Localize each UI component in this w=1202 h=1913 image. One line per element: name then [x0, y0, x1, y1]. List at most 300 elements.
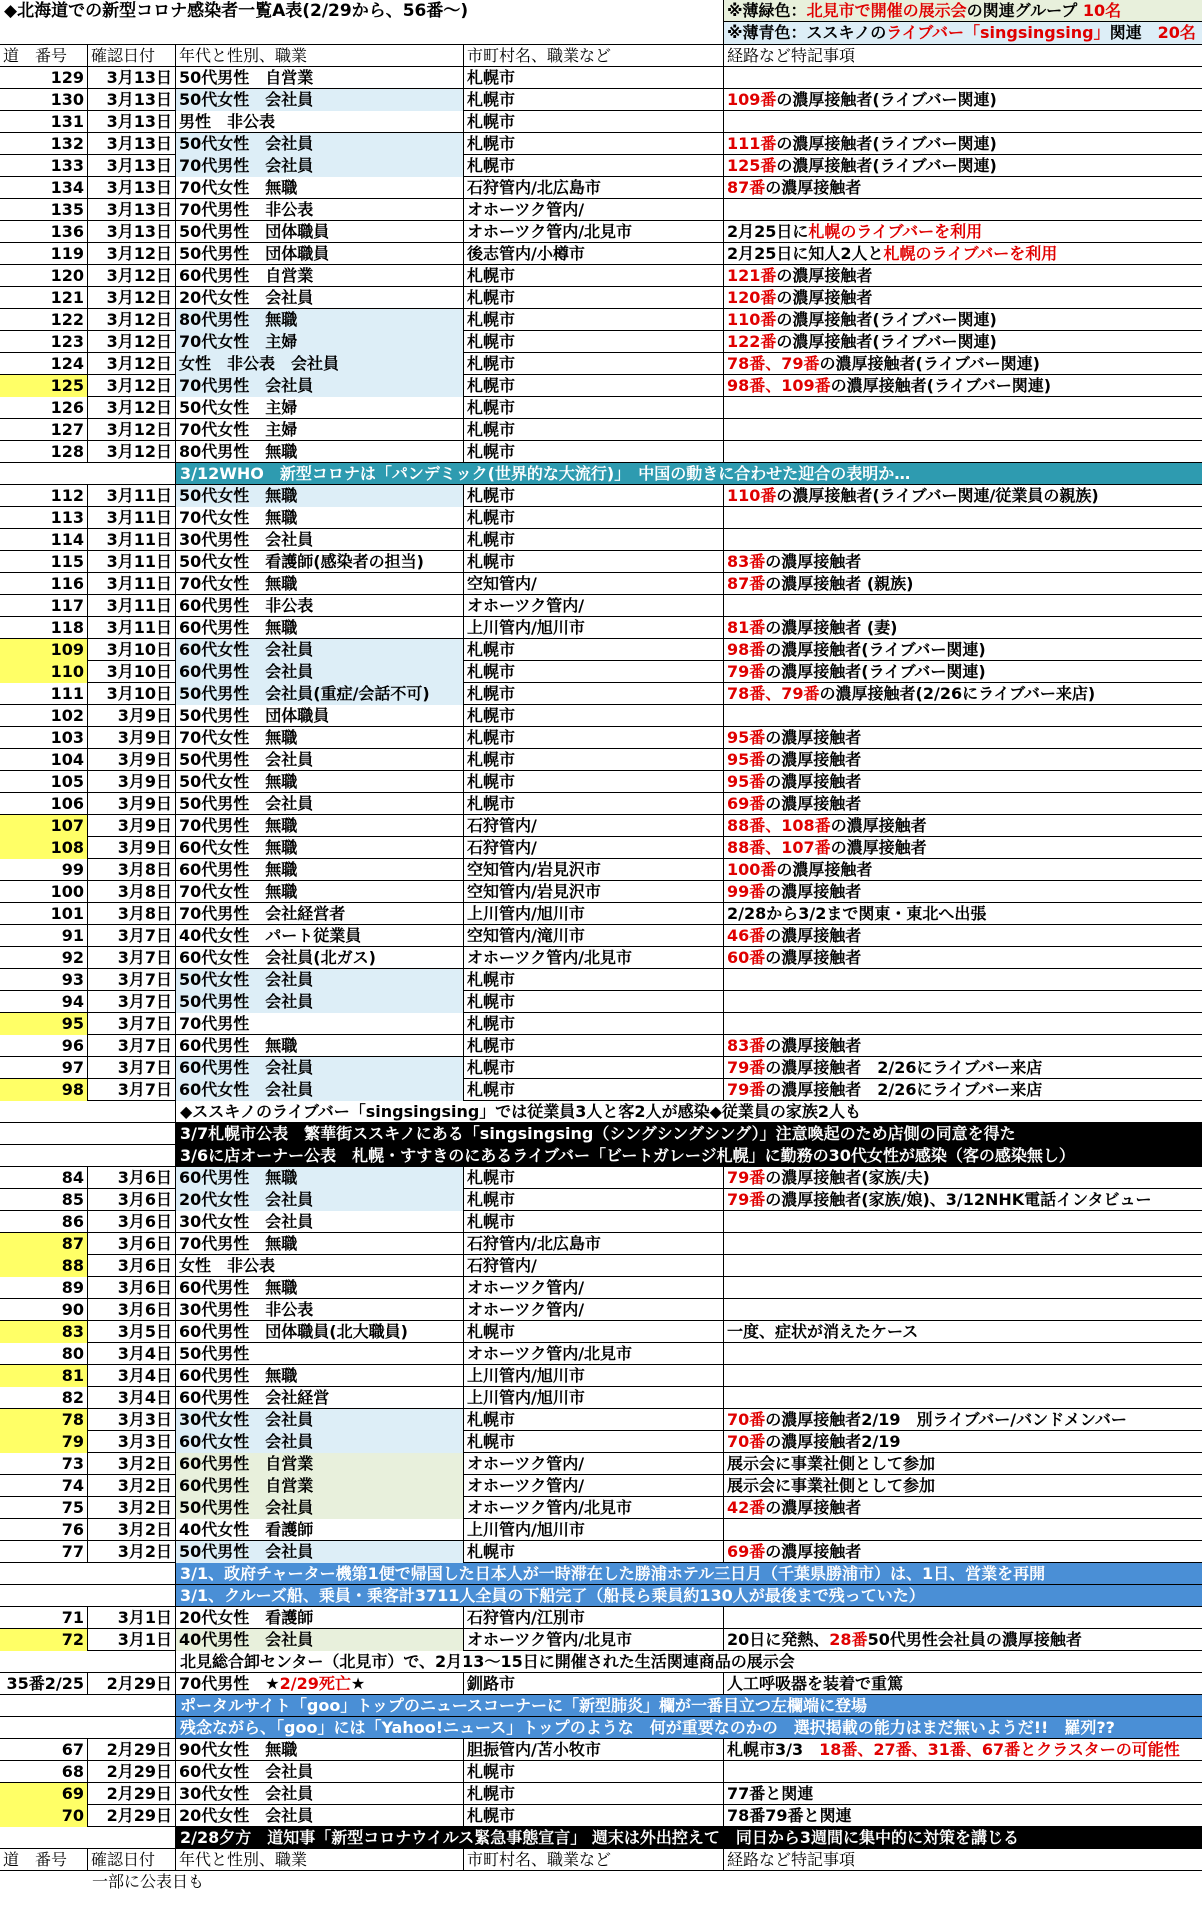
table-row: [0, 837, 1202, 859]
notes-cell: 42番の濃厚接触者: [727, 1498, 862, 1517]
table-row: [0, 67, 1202, 89]
case-number-cell: 81: [0, 1365, 88, 1387]
city-cell: オホーツク管内/北見市: [464, 221, 724, 243]
city-cell: 上川管内/旭川市: [464, 1387, 724, 1409]
confirm-date-cell: 3月3日: [88, 1409, 176, 1431]
city-cell: 札幌市: [464, 89, 724, 111]
banner-spacer: [0, 1695, 176, 1717]
table-row: [0, 1629, 1202, 1651]
table-row: [0, 1277, 1202, 1299]
table-row: [0, 1343, 1202, 1365]
case-number-cell: 77: [0, 1541, 88, 1563]
confirm-date-cell: 2月29日: [88, 1673, 176, 1695]
age-sex-job-cell: 70代女性 主婦: [176, 419, 464, 441]
banner-spacer: [0, 1585, 176, 1607]
notes-cell: 88番、108番の濃厚接触者: [727, 816, 927, 835]
city-cell: 札幌市: [464, 1409, 724, 1431]
age-sex-job-cell: 60代男性 会社経営: [176, 1387, 464, 1409]
confirm-date-cell: 3月6日: [88, 1299, 176, 1321]
table-row: [0, 331, 1202, 353]
confirm-date-cell: 3月2日: [88, 1475, 176, 1497]
age-sex-job-cell: 50代男性 団体職員: [176, 705, 464, 727]
age-sex-job-cell: 60代男性 無職: [176, 1167, 464, 1189]
notes-cell: 99番の濃厚接触者: [727, 882, 862, 901]
confirm-date-cell: 3月2日: [88, 1519, 176, 1541]
table-row: [0, 221, 1202, 243]
case-number-cell: 82: [0, 1387, 88, 1409]
notes-cell: 125番の濃厚接触者(ライブバー関連): [727, 156, 997, 175]
header-row: [0, 45, 1202, 67]
notes-cell: 88番、107番の濃厚接触者: [727, 838, 927, 857]
notes-cell: 110番の濃厚接触者(ライブバー関連): [727, 310, 997, 329]
confirm-date-cell: 3月6日: [88, 1277, 176, 1299]
notes-cell: 100番の濃厚接触者: [727, 860, 873, 879]
table-row: [0, 485, 1202, 507]
city-cell: 胆振管内/苫小牧市: [464, 1739, 724, 1761]
age-sex-job-cell: 70代男性 会社員: [176, 375, 464, 397]
notes-cell: 87番の濃厚接触者: [727, 178, 862, 197]
table-row: [0, 1497, 1202, 1519]
city-cell: 空知管内/岩見沢市: [464, 881, 724, 903]
table-row: [0, 1299, 1202, 1321]
age-sex-job-cell: 70代男性 会社員: [176, 155, 464, 177]
notes-cell: [724, 1211, 1202, 1233]
table-row: [0, 1673, 1202, 1695]
age-sex-job-cell: 70代男性 ★2/29死亡★: [176, 1673, 464, 1695]
table-row: [0, 529, 1202, 551]
table-row: [0, 1035, 1202, 1057]
confirm-date-cell: 3月6日: [88, 1167, 176, 1189]
city-cell: 空知管内/: [464, 573, 724, 595]
case-number-cell: 90: [0, 1299, 88, 1321]
banner-row: [0, 1695, 1202, 1717]
age-sex-job-cell: 60代男性 自営業: [176, 1453, 464, 1475]
age-sex-job-cell: 60代男性 会社員: [176, 661, 464, 683]
case-number-cell: 105: [0, 771, 88, 793]
age-sex-job-cell: 30代女性 会社員: [176, 1783, 464, 1805]
notes-cell: [724, 1761, 1202, 1783]
banner-spacer: [0, 1101, 176, 1123]
table-row: [0, 903, 1202, 925]
table-row: [0, 1079, 1202, 1101]
age-sex-job-cell: 70代女性 主婦: [176, 331, 464, 353]
legend-blue: ※薄青色：ススキノのライブバー「singsingsing」関連 20名: [724, 22, 1202, 44]
header-date: 確認日付: [88, 45, 176, 67]
table-row: [0, 661, 1202, 683]
age-sex-job-cell: 70代女性 無職: [176, 573, 464, 595]
confirm-date-cell: 2月29日: [88, 1761, 176, 1783]
notes-cell: 111番の濃厚接触者(ライブバー関連): [727, 134, 997, 153]
case-number-cell: 35番2/25: [0, 1673, 88, 1695]
table-row: [0, 243, 1202, 265]
city-cell: 上川管内/旭川市: [464, 1519, 724, 1541]
confirm-date-cell: 3月9日: [88, 815, 176, 837]
table-row: [0, 1013, 1202, 1035]
table-row: [0, 859, 1202, 881]
age-sex-job-cell: 30代女性 会社員: [176, 1409, 464, 1431]
table-row: [0, 793, 1202, 815]
city-cell: 札幌市: [464, 419, 724, 441]
banner-text: 3/1、クルーズ船、乗員・乗客計3711人全員の下船完了（船長ら乗員約130人が最後まで残っていた）: [176, 1585, 1202, 1606]
confirm-date-cell: 3月7日: [88, 925, 176, 947]
table-row: [0, 749, 1202, 771]
city-cell: 札幌市: [464, 1211, 724, 1233]
age-sex-job-cell: 60代男性 無職: [176, 1277, 464, 1299]
notes-cell: [724, 67, 1202, 89]
confirm-date-cell: 3月13日: [88, 67, 176, 89]
banner-spacer: [0, 1717, 176, 1739]
notes-cell: 109番の濃厚接触者(ライブバー関連): [727, 90, 997, 109]
confirm-date-cell: 3月12日: [88, 353, 176, 375]
header-note: 経路など特記事項: [727, 46, 856, 65]
notes-cell: 79番の濃厚接触者(家族/娘)、3/12NHK電話インタビュー: [727, 1190, 1152, 1209]
confirm-date-cell: 3月13日: [88, 221, 176, 243]
notes-cell: 2/28から3/2まで関東・東北へ出張: [727, 904, 987, 923]
city-cell: オホーツク管内/: [464, 1475, 724, 1497]
age-sex-job-cell: 60代男性 自営業: [176, 1475, 464, 1497]
header-note: 経路など特記事項: [727, 1850, 856, 1869]
table-row: [0, 1409, 1202, 1431]
table-row: [0, 947, 1202, 969]
header-city: 市町村名、職業など: [464, 45, 724, 67]
table-row: [0, 1783, 1202, 1805]
age-sex-job-cell: 40代男性 会社員: [176, 1629, 464, 1651]
confirm-date-cell: 3月9日: [88, 837, 176, 859]
table-row: [0, 507, 1202, 529]
case-number-cell: 79: [0, 1431, 88, 1453]
confirm-date-cell: 3月9日: [88, 793, 176, 815]
confirm-date-cell: 3月12日: [88, 375, 176, 397]
notes-cell: [724, 1607, 1202, 1629]
table-row: [0, 441, 1202, 463]
banner-text: ◆ススキノのライブバー「singsingsing」では従業員3人と客2人が感染◆従業員の家族2人も: [176, 1101, 1202, 1122]
banner-text: 3/1、政府チャーター機第1便で帰国した日本人が一時滞在した勝浦ホテル三日月（千葉県勝浦市）は、1日、営業を再開: [176, 1563, 1202, 1584]
banner-text: 3/12WHO 新型コロナは「パンデミック(世界的な大流行)」 中国の動きに合わせた迎合の表明か…: [176, 463, 1202, 484]
case-number-cell: 130: [0, 89, 88, 111]
city-cell: 札幌市: [464, 397, 724, 419]
city-cell: 空知管内/岩見沢市: [464, 859, 724, 881]
notes-cell: [724, 199, 1202, 221]
table-row: [0, 1541, 1202, 1563]
city-cell: 上川管内/旭川市: [464, 903, 724, 925]
city-cell: 札幌市: [464, 111, 724, 133]
age-sex-job-cell: 50代男性 団体職員: [176, 243, 464, 265]
table-row: [0, 1739, 1202, 1761]
case-number-cell: 106: [0, 793, 88, 815]
notes-cell: [724, 111, 1202, 133]
confirm-date-cell: 3月6日: [88, 1189, 176, 1211]
confirm-date-cell: 3月12日: [88, 265, 176, 287]
city-cell: 後志管内/小樽市: [464, 243, 724, 265]
confirm-date-cell: 3月5日: [88, 1321, 176, 1343]
age-sex-job-cell: 50代男性 会社員(重症/会話不可): [176, 683, 464, 705]
age-sex-job-cell: 50代女性 会社員: [176, 969, 464, 991]
table-row: [0, 991, 1202, 1013]
table-row: [0, 551, 1202, 573]
notes-cell: [724, 1365, 1202, 1387]
confirm-date-cell: 3月11日: [88, 529, 176, 551]
notes-cell: 79番の濃厚接触者 2/26にライブバー来店: [727, 1058, 1043, 1077]
footer-header-row: [0, 1849, 1202, 1871]
confirm-date-cell: 3月13日: [88, 155, 176, 177]
age-sex-job-cell: 50代女性 会社員: [176, 89, 464, 111]
city-cell: 石狩管内/北広島市: [464, 1233, 724, 1255]
notes-cell: 2月25日に札幌のライブバーを利用: [727, 222, 983, 241]
page-title: ◆北海道での新型コロナ感染者一覧A表(2/29から、56番～): [4, 1, 469, 21]
table-row: [0, 1519, 1202, 1541]
table-row: [0, 309, 1202, 331]
table-row: [0, 705, 1202, 727]
case-number-cell: 70: [0, 1805, 88, 1827]
city-cell: 札幌市: [464, 67, 724, 89]
table-row: [0, 199, 1202, 221]
age-sex-job-cell: 50代男性 会社員: [176, 749, 464, 771]
notes-cell: [724, 595, 1202, 617]
header-age: 年代と性別、職業: [176, 1849, 464, 1871]
city-cell: オホーツク管内/: [464, 595, 724, 617]
confirm-date-cell: 3月13日: [88, 133, 176, 155]
notes-cell: 95番の濃厚接触者: [727, 772, 862, 791]
city-cell: 札幌市: [464, 551, 724, 573]
age-sex-job-cell: 60代男性 無職: [176, 1035, 464, 1057]
notes-cell: 81番の濃厚接触者 (妻): [727, 618, 898, 637]
confirm-date-cell: 3月7日: [88, 1079, 176, 1101]
city-cell: オホーツク管内/北見市: [464, 1343, 724, 1365]
city-cell: 札幌市: [464, 969, 724, 991]
case-number-cell: 136: [0, 221, 88, 243]
confirm-date-cell: 3月10日: [88, 661, 176, 683]
city-cell: オホーツク管内/: [464, 1299, 724, 1321]
confirm-date-cell: 3月7日: [88, 991, 176, 1013]
case-number-cell: 87: [0, 1233, 88, 1255]
city-cell: 札幌市: [464, 529, 724, 551]
city-cell: 石狩管内/: [464, 815, 724, 837]
case-number-cell: 101: [0, 903, 88, 925]
city-cell: オホーツク管内/: [464, 199, 724, 221]
city-cell: 石狩管内/: [464, 837, 724, 859]
banner-row: [0, 1123, 1202, 1145]
confirm-date-cell: 3月3日: [88, 1431, 176, 1453]
case-number-cell: 74: [0, 1475, 88, 1497]
notes-cell: [724, 441, 1202, 463]
city-cell: 釧路市: [464, 1673, 724, 1695]
case-number-cell: 134: [0, 177, 88, 199]
notes-cell: [724, 1277, 1202, 1299]
banner-spacer: [0, 1563, 176, 1585]
notes-cell: 122番の濃厚接触者(ライブバー関連): [727, 332, 997, 351]
table-row: [0, 595, 1202, 617]
banner-text: 北見総合卸センター（北見市）で、2月13～15日に開催された生活関連商品の展示会: [176, 1651, 1202, 1672]
confirm-date-cell: 3月12日: [88, 419, 176, 441]
city-cell: 札幌市: [464, 309, 724, 331]
case-number-cell: 131: [0, 111, 88, 133]
city-cell: 札幌市: [464, 1761, 724, 1783]
table-body: [0, 67, 1202, 1849]
age-sex-job-cell: 60代女性 会社員: [176, 1761, 464, 1783]
age-sex-job-cell: 60代女性 会社員(北ガス): [176, 947, 464, 969]
age-sex-job-cell: 60代男性 無職: [176, 617, 464, 639]
age-sex-job-cell: 50代女性 会社員: [176, 133, 464, 155]
case-number-cell: 110: [0, 661, 88, 683]
table-row: [0, 771, 1202, 793]
confirm-date-cell: 3月6日: [88, 1233, 176, 1255]
confirm-date-cell: 3月6日: [88, 1211, 176, 1233]
age-sex-job-cell: 50代女性 主婦: [176, 397, 464, 419]
case-number-cell: 109: [0, 639, 88, 661]
confirm-date-cell: 3月8日: [88, 881, 176, 903]
city-cell: 石狩管内/江別市: [464, 1607, 724, 1629]
notes-cell: 120番の濃厚接触者: [727, 288, 873, 307]
notes-cell: [724, 529, 1202, 551]
city-cell: 札幌市: [464, 991, 724, 1013]
notes-cell: [724, 1299, 1202, 1321]
case-number-cell: 126: [0, 397, 88, 419]
age-sex-job-cell: 40代女性 パート従業員: [176, 925, 464, 947]
case-number-cell: 76: [0, 1519, 88, 1541]
city-cell: 札幌市: [464, 353, 724, 375]
confirm-date-cell: 3月12日: [88, 309, 176, 331]
case-number-cell: 114: [0, 529, 88, 551]
city-cell: 石狩管内/: [464, 1255, 724, 1277]
city-cell: 札幌市: [464, 1189, 724, 1211]
table-row: [0, 1431, 1202, 1453]
case-number-cell: 89: [0, 1277, 88, 1299]
age-sex-job-cell: 60代男性 無職: [176, 859, 464, 881]
age-sex-job-cell: 50代男性 会社員: [176, 1541, 464, 1563]
confirm-date-cell: 3月13日: [88, 177, 176, 199]
notes-cell: [724, 991, 1202, 1013]
case-number-cell: 93: [0, 969, 88, 991]
age-sex-job-cell: 70代女性 無職: [176, 177, 464, 199]
age-sex-job-cell: 40代女性 看護師: [176, 1519, 464, 1541]
banner-row: [0, 1827, 1202, 1849]
notes-cell: 83番の濃厚接触者: [727, 552, 862, 571]
city-cell: 札幌市: [464, 705, 724, 727]
case-number-cell: 95: [0, 1013, 88, 1035]
city-cell: 札幌市: [464, 155, 724, 177]
banner-row: [0, 1651, 1202, 1673]
case-number-cell: 91: [0, 925, 88, 947]
table-row: [0, 1255, 1202, 1277]
table-row: [0, 1189, 1202, 1211]
age-sex-job-cell: 20代女性 会社員: [176, 287, 464, 309]
confirm-date-cell: 3月1日: [88, 1629, 176, 1651]
banner-text: 3/7札幌市公表 繁華街ススキノにある「singsingsing（シングシングシング）」注意喚起のため店側の同意を得た: [176, 1123, 1202, 1144]
table-row: [0, 639, 1202, 661]
age-sex-job-cell: 60代男性 非公表: [176, 595, 464, 617]
age-sex-job-cell: 60代女性 会社員: [176, 639, 464, 661]
confirm-date-cell: 3月2日: [88, 1541, 176, 1563]
age-sex-job-cell: 50代男性 団体職員: [176, 221, 464, 243]
notes-cell: 95番の濃厚接触者: [727, 750, 862, 769]
confirm-date-cell: 3月12日: [88, 331, 176, 353]
notes-cell: 46番の濃厚接触者: [727, 926, 862, 945]
city-cell: 札幌市: [464, 683, 724, 705]
case-number-cell: 99: [0, 859, 88, 881]
notes-cell: 札幌市3/3 18番、27番、31番、67番とクラスターの可能性: [727, 1740, 1180, 1759]
age-sex-job-cell: 90代女性 無職: [176, 1739, 464, 1761]
notes-cell: 95番の濃厚接触者: [727, 728, 862, 747]
table-row: [0, 573, 1202, 595]
city-cell: 札幌市: [464, 1805, 724, 1827]
notes-cell: 一度、症状が消えたケース: [727, 1322, 919, 1341]
table-row: [0, 881, 1202, 903]
banner-row: [0, 1585, 1202, 1607]
table-row: [0, 1365, 1202, 1387]
city-cell: 札幌市: [464, 1035, 724, 1057]
confirm-date-cell: 2月29日: [88, 1783, 176, 1805]
table-row: [0, 375, 1202, 397]
city-cell: 札幌市: [464, 749, 724, 771]
age-sex-job-cell: 50代男性: [176, 1343, 464, 1365]
city-cell: 札幌市: [464, 441, 724, 463]
table-row: [0, 419, 1202, 441]
notes-cell: [724, 1519, 1202, 1541]
case-number-cell: 132: [0, 133, 88, 155]
confirm-date-cell: 3月8日: [88, 903, 176, 925]
notes-cell: 121番の濃厚接触者: [727, 266, 873, 285]
notes-cell: [724, 419, 1202, 441]
case-number-cell: 69: [0, 1783, 88, 1805]
age-sex-job-cell: 50代女性 無職: [176, 771, 464, 793]
city-cell: 札幌市: [464, 727, 724, 749]
notes-cell: 70番の濃厚接触者2/19 別ライブバー/バンドメンバー: [727, 1410, 1127, 1429]
age-sex-job-cell: 20代女性 会社員: [176, 1805, 464, 1827]
age-sex-job-cell: 60代女性 会社員: [176, 1079, 464, 1101]
notes-cell: 78番、79番の濃厚接触者(2/26にライブバー来店): [727, 684, 1096, 703]
case-number-cell: 127: [0, 419, 88, 441]
city-cell: 札幌市: [464, 507, 724, 529]
city-cell: 上川管内/旭川市: [464, 617, 724, 639]
case-number-cell: 124: [0, 353, 88, 375]
city-cell: 札幌市: [464, 1167, 724, 1189]
header-age: 年代と性別、職業: [176, 45, 464, 67]
table-row: [0, 155, 1202, 177]
table-row: [0, 1387, 1202, 1409]
city-cell: 札幌市: [464, 265, 724, 287]
confirm-date-cell: 3月4日: [88, 1343, 176, 1365]
notes-cell: 98番の濃厚接触者(ライブバー関連): [727, 640, 986, 659]
notes-cell: 69番の濃厚接触者: [727, 794, 862, 813]
notes-cell: 70番の濃厚接触者2/19: [727, 1432, 901, 1451]
notes-cell: 展示会に事業社側として参加: [727, 1476, 936, 1495]
confirm-date-cell: 3月10日: [88, 683, 176, 705]
notes-cell: 98番、109番の濃厚接触者(ライブバー関連): [727, 376, 1052, 395]
table-row: [0, 1167, 1202, 1189]
city-cell: 札幌市: [464, 133, 724, 155]
notes-cell: [724, 1233, 1202, 1255]
age-sex-job-cell: 50代男性 会社員: [176, 793, 464, 815]
case-number-cell: 115: [0, 551, 88, 573]
confirm-date-cell: 3月13日: [88, 111, 176, 133]
case-number-cell: 108: [0, 837, 88, 859]
table-row: [0, 177, 1202, 199]
banner-spacer: [0, 1651, 176, 1673]
case-number-cell: 71: [0, 1607, 88, 1629]
confirm-date-cell: 3月13日: [88, 199, 176, 221]
notes-cell: [724, 1387, 1202, 1409]
city-cell: 札幌市: [464, 485, 724, 507]
age-sex-job-cell: 50代女性 看護師(感染者の担当): [176, 551, 464, 573]
table-row: [0, 683, 1202, 705]
case-number-cell: 88: [0, 1255, 88, 1277]
case-number-cell: 118: [0, 617, 88, 639]
age-sex-job-cell: 70代女性 無職: [176, 507, 464, 529]
case-number-cell: 104: [0, 749, 88, 771]
case-number-cell: 123: [0, 331, 88, 353]
header-date: 確認日付: [88, 1849, 176, 1871]
confirm-date-cell: 2月29日: [88, 1805, 176, 1827]
